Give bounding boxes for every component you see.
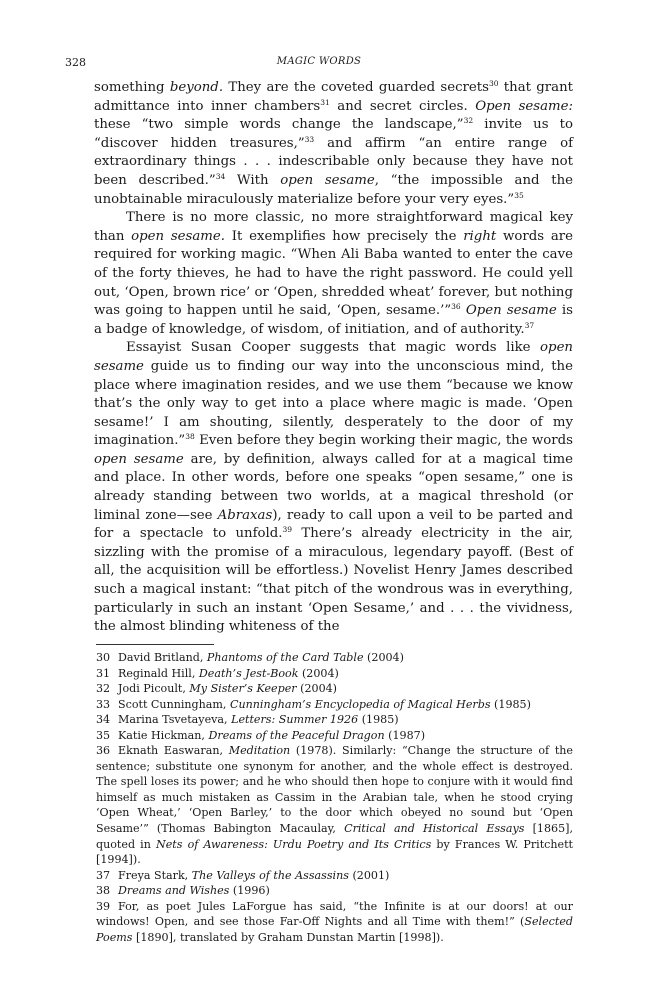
text-run: Essayist Susan Cooper suggests that magic words like: [126, 340, 541, 356]
text-run: Eknath Easwaran,: [118, 744, 229, 758]
footnote-number: 36: [96, 744, 111, 758]
italic-text: Open sesame:: [475, 98, 573, 114]
text-run: Even before they begin working their magic, the words: [194, 433, 573, 449]
text-run: (1985): [358, 713, 399, 727]
text-run: something: [94, 80, 170, 95]
text-run: guide us to finding our way into the unconscious mind, the place where imagination resides, and we use them “because we know that’s the only way to get into a place where magic is made. ‘Open sesame!’ I am shouting, silently, desperately to the door of my imagination.”: [94, 358, 573, 449]
italic-text: Letters: Summer 1926: [231, 713, 359, 727]
text-run: (1978). Similarly: “Change the structure of the sentence; substitute one synonym for another, and the whole effect is destroyed. The spell loses its power; and he who should then hope to conjure with it would find himself as much mistaken as Cassim in the Arabian tale, when he stood crying ‘Open Wheat,’ ‘Open Barley,’ to the door which obeyed no sound but ‘Open Sesame’” (Thomas Babington Macaulay,: [96, 744, 573, 836]
footnote-ref: 35: [514, 190, 524, 200]
italic-text: Critical and Historical Essays: [344, 822, 525, 836]
italic-text: Open sesame: [465, 303, 557, 319]
footnote: [96, 697, 573, 713]
text-run: Jodi Picoult,: [118, 682, 190, 696]
italic-text: Meditation: [228, 744, 291, 758]
text-run: Marina Tsvetayeva,: [118, 713, 232, 727]
footnote-ref: 38: [185, 432, 195, 442]
italic-text: open sesame: [94, 340, 573, 374]
footnote: [96, 883, 573, 899]
text-run: It exemplifies how precisely the: [225, 228, 464, 244]
italic-text: open sesame: [280, 172, 375, 188]
footnote-number: 30: [96, 651, 111, 664]
footnote-number: 32: [96, 682, 111, 696]
footnote-number: 34: [96, 713, 111, 727]
footnote-number: 35: [96, 728, 111, 742]
footnote-ref: 37: [524, 320, 535, 330]
footnote-ref: 31: [320, 97, 330, 107]
text-run: that grant admittance into inner chambers: [94, 80, 573, 114]
footnote: [96, 728, 573, 744]
footnote-ref: 32: [463, 116, 474, 126]
italic-text: My Sister’s Keeper: [189, 682, 297, 696]
text-run: Scott Cunningham,: [118, 697, 230, 711]
text-run: these “two simple words change the landscape,”: [94, 117, 464, 133]
text-run: words are required for working magic. “When Ali Baba wanted to enter the cave of the forty thieves, he had to have the right password. He could yell out, ‘Open, brown rice’ or ‘Open, shredded wheat’ forever, but nothing was going to happen until he said, ‘Open, sesame.’”: [94, 228, 573, 319]
footnote: [96, 666, 573, 682]
text-run: (2004): [296, 682, 338, 696]
text-run: Reginald Hill,: [118, 666, 199, 680]
footnote-number: 37: [96, 868, 111, 882]
footnote-ref: 30: [488, 79, 499, 88]
text-run: Freya Stark,: [118, 868, 192, 882]
footnote-ref: 36: [451, 302, 461, 312]
italic-text: Cunningham’s Encyclopedia of Magical Herbs: [229, 697, 491, 711]
footnote: [96, 712, 573, 728]
footnote: [96, 681, 573, 697]
text-run: ), ready to call upon a veil to be parted and for a spectacle to unfold.: [94, 507, 573, 542]
text-run: There’s already electricity in the air, sizzling with the promise of a miraculous, legendary payoff. (Best of all, the acquisition will be effortless.) Novelist Henry James described such a magical instant: “that pitch of the wondrous was in everything, particularly in such an instant ‘Open Sesame,’ and . . . the vividness, the almost blinding whiteness of the: [94, 526, 573, 635]
text-run: Katie Hickman,: [118, 728, 209, 742]
running-header: [65, 56, 573, 70]
italic-text: right: [463, 228, 497, 244]
text-run: (1996): [229, 884, 270, 898]
footnote-number: 39: [96, 899, 111, 913]
text-run: (1985): [490, 697, 531, 711]
text-run: (1987): [384, 728, 426, 742]
text-run: [1890], translated by Graham Dunstan Martin [1998]).: [132, 930, 444, 944]
italic-text: The Valleys of the Assassins: [191, 868, 349, 882]
page-number: 328: [65, 56, 86, 69]
footnote-number: 31: [96, 666, 111, 680]
text-run: and secret circles.: [329, 98, 476, 114]
text-run: by Frances W. Pritchett [1994]).: [96, 837, 573, 867]
text-run: For, as poet Jules LaForgue has said, “the Infinite is at our doors! at our windows! Open, and see those Far-Off Nights and all Time with them!” (: [96, 899, 573, 929]
footnote: [96, 899, 573, 946]
footnote-rule: [96, 644, 214, 645]
italic-text: Dreams and Wishes: [118, 884, 230, 898]
italic-text: Phantoms of the Card Table: [206, 651, 364, 664]
text-run: There is no more classic, no more straightforward magical key than: [94, 210, 573, 244]
footnote: [96, 743, 573, 867]
text-run: With: [225, 172, 281, 188]
italic-text: open sesame.: [131, 228, 226, 244]
body-text: [94, 79, 573, 637]
text-run: and affirm “an entire range of extraordinary things . . . indescribable only because they have not been described.”: [94, 135, 574, 188]
text-run: is a badge of knowledge, of wisdom, of initiation, and of authority.: [94, 303, 573, 337]
footnote-ref: 39: [282, 525, 293, 535]
text-run: invite us to “discover hidden treasures,”: [94, 117, 573, 151]
italic-text: Death’s Jest-Book: [198, 666, 299, 680]
text-run: (2004): [298, 666, 339, 680]
text-run: , “the impossible and the unobtainable miraculously materialize before your very eyes.”: [94, 172, 574, 207]
text-run: They are the coveted guarded secrets: [223, 80, 489, 95]
footnote: [96, 868, 573, 884]
paragraph: [94, 209, 573, 339]
text-run: [1865], quoted in: [96, 822, 573, 851]
paragraph: [94, 339, 573, 637]
footnote-ref: 33: [304, 134, 315, 144]
text-run: are, by definition, always called for at a magical time and place. In other words, before one speaks “open sesame,” one is already standing between two worlds, at a magical threshold (or liminal zone—see: [94, 451, 573, 523]
footnote: [96, 650, 573, 666]
italic-text: Abraxas: [217, 507, 273, 523]
footnote-number: 38: [96, 884, 111, 898]
text-run: (2001): [348, 868, 390, 882]
italic-text: Nets of Awareness: Urdu Poetry and Its Critics: [156, 837, 432, 851]
italic-text: Selected Poems: [96, 915, 573, 944]
paragraph: [94, 79, 573, 209]
italic-text: beyond.: [169, 80, 224, 95]
footnote-ref: 34: [215, 171, 226, 181]
text-run: David Britland,: [118, 651, 207, 664]
running-title: MAGIC WORDS: [276, 56, 362, 67]
footnotes: [96, 650, 573, 945]
footnote-number: 33: [96, 697, 111, 711]
text-run: (2004): [363, 651, 404, 664]
italic-text: Dreams of the Peaceful Dragon: [208, 728, 385, 742]
italic-text: open sesame: [94, 451, 184, 467]
